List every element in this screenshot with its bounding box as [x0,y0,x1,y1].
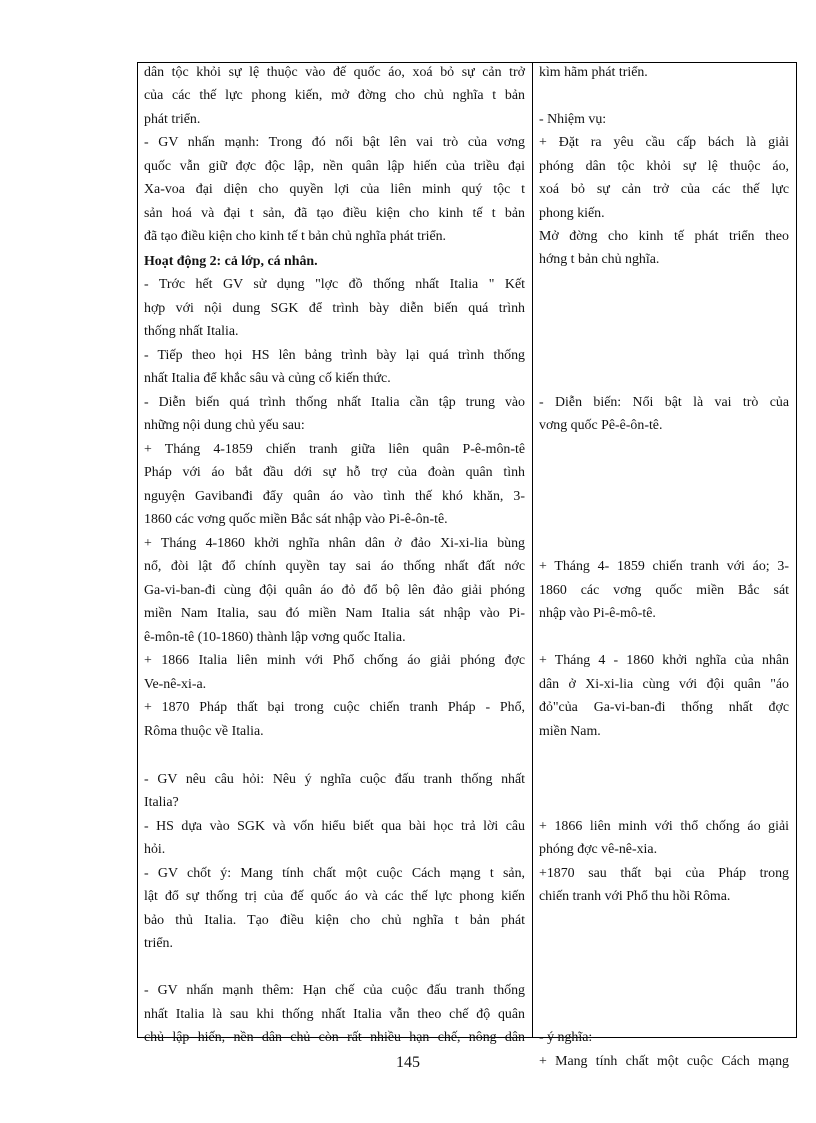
left_column-text-line: + 1866 Italia liên minh với Phổ chống áo giải phóng đợc [144,653,525,668]
left_column-text-line: + Tháng 4-1860 khởi nghĩa nhân dân ở đảo Xi-xi-lia bùng [144,536,525,551]
left_column-text-line: - GV chốt ý: Mang tính chất một cuộc Cách mạng t sản, [144,866,525,881]
right_column-text-line: +1870 sau thất bại của Pháp trong [539,866,789,881]
left_column-text-line: - HS dựa vào SGK và vốn hiểu biết qua bài học trả lời câu [144,819,525,834]
right_column-text-line: + Tháng 4- 1859 chiến tranh với áo; 3- [539,559,789,574]
right_column-text-line: - ý nghĩa: [539,1030,593,1045]
right_column-text-line: dân ở Xi-xi-lia cùng với đội quân "áo [539,677,789,692]
left_column-text-line: + Tháng 4-1859 chiến tranh giữa liên quân P-ê-môn-tê [144,442,525,457]
left_column-text-line: Ve-nê-xi-a. [144,677,207,692]
right_column-text-line: miền Nam. [539,724,601,739]
left_column-text-line: 1860 các vơng quốc miền Bắc sát nhập vào Pi-ê-ôn-tê. [144,512,448,527]
right_column-text-line: chiến tranh với Phổ thu hồi Rôma. [539,889,731,904]
left_column-text-line: dân tộc khỏi sự lệ thuộc vào đế quốc áo, xoá bỏ sự cản trở [144,65,525,80]
left_column-text-line: + 1870 Pháp thất bại trong cuộc chiến tranh Pháp - Phổ, [144,700,525,715]
left_column-text-line: - GV nêu câu hỏi: Nêu ý nghĩa cuộc đấu tranh thống nhất [144,772,525,787]
left_column-text-line: Rôma thuộc về Italia. [144,724,264,739]
right_column-text-line: + Đặt ra yêu cầu cấp bách là giải [539,135,789,150]
right_column-text-line: + 1866 liên minh với thổ chống áo giải [539,819,789,834]
left_column-text-line: những nội dung chủ yếu sau: [144,418,305,433]
left_column-text-line: bảo thủ Italia. Tạo điều kiện cho chủ nghĩa t bản phát [144,913,525,928]
left_column-text-line: lật đổ sự thống trị của đế quốc áo và các thế lực phong kiến [144,889,525,904]
left_column-text-line: - Diễn biến quá trình thống nhất Italia cần tập trung vào [144,395,525,410]
left_column-text-line: Ga-vi-ban-đi cùng đội quân áo đỏ đổ bộ lên đảo giải phóng [144,583,525,598]
left_column-text-line: chủ lập hiến, nền dân chủ còn rất nhiều hạn chế, nông dân [144,1030,525,1045]
right_column-text-line: kìm hãm phát triển. [539,65,648,80]
right_column-text-line: phong kiến. [539,206,605,221]
left_column-text-line: sản hoá và đại t sản, đã tạo điều kiện cho kinh tế t bản [144,206,525,221]
left_column-text-line: Xa-voa đại diện cho quyền lợi của liên minh quý tộc t [144,182,525,197]
right_column-text-line: phóng đợc vê-nê-xia. [539,842,658,857]
right_column-text-line: - Nhiệm vụ: [539,112,607,127]
left_column-text-line: nổ, đòi lật đổ chính quyền tay sai áo thống nhất đất nớc [144,559,525,574]
left_column-text-line: triển. [144,936,173,951]
right_column-text-line: nhập vào Pi-ê-mô-tê. [539,606,656,621]
left_column-text-line: phát triển. [144,112,201,127]
left_column-text-line: Italia? [144,795,179,810]
right_column-text-line: 1860 các vơng quốc miền Bắc sát [539,583,789,598]
left_column-text-line: miền Nam Italia, sau đó miền Nam Italia sát nhập vào Pi- [144,606,525,621]
right_column-text-line: hớng t bản chủ nghĩa. [539,252,660,267]
left_column-text-line: đã tạo điều kiện cho kinh tế t bản chủ nghĩa phát triển. [144,229,447,244]
left_column-text-line: hợp với nội dung SGK để trình bày diễn biến quá trình [144,301,525,316]
right_column-text-line: phóng dân tộc khỏi sự lệ thuộc áo, [539,159,789,174]
left_column-text-line: - GV nhấn mạnh: Trong đó nổi bật lên vai trò của vơng [144,135,525,150]
right_column-text-line: xoá bỏ sự cản trở của các thế lực [539,182,789,197]
left_column-text-line: Hoạt động 2: cả lớp, cá nhân. [144,254,318,269]
right_column-text-line: - Diễn biến: Nổi bật là vai trò của [539,395,789,410]
left_column-text-line: nhất Italia để khắc sâu và củng cố kiến thức. [144,371,391,386]
left_column-text-line: nguyện Gavibanđi đẩy quân áo vào tình thế khó khăn, 3- [144,489,525,504]
left_column-text-line: hỏi. [144,842,166,857]
left_column-text-line: - Tiếp theo họi HS lên bảng trình bày lại quá trình thống [144,348,525,363]
right_column-text-line: Mở đờng cho kinh tế phát triển theo [539,229,789,244]
right_column-text-line: vơng quốc Pê-ê-ôn-tê. [539,418,663,433]
left_column-text-line: ê-môn-tê (10-1860) thành lập vơng quốc Italia. [144,630,406,645]
right_column-text-line: + Mang tính chất một cuộc Cách mạng [539,1054,789,1069]
left_column-text-line: nhất Italia là sau khi thống nhất Italia vẫn theo chế độ quân [144,1007,525,1022]
left_column-text-line: quốc vẫn giữ đợc độc lập, nền quân lập hiến của triều đại [144,159,525,174]
left_column-text-line: của các thế lực phong kiến, mở đờng cho chủ nghĩa t bản [144,88,525,103]
right_column-text-line: đỏ"của Ga-vi-ban-đi thống nhất đợc [539,700,789,715]
left_column-text-line: thống nhất Italia. [144,324,239,339]
left_column-text-line: - GV nhấn mạnh thêm: Hạn chế của cuộc đấu tranh thống [144,983,525,998]
right_column-text-line: + Tháng 4 - 1860 khởi nghĩa của nhân [539,653,789,668]
left_column-text-line: Pháp với áo bắt đầu dới sự hỗ trợ của đoàn quân tình [144,465,525,480]
column-divider [532,63,533,1037]
left_column-text-line: - Trớc hết GV sử dụng "lợc đồ thống nhất Italia " Kết [144,277,525,292]
page-number: 145 [396,1054,420,1071]
